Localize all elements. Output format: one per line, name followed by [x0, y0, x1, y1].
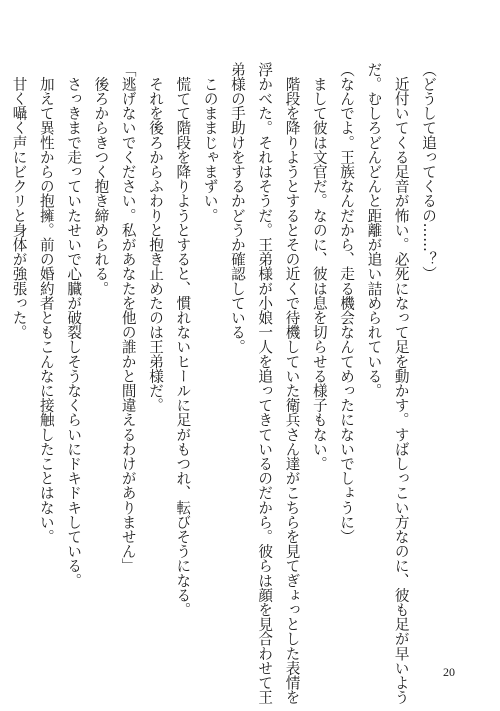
text-line: 浮かべた。それはそうだ。王弟様が小娘一人を追ってきているのだから。彼らは顔を見合わせて王	[256, 62, 274, 705]
text-line: （どうして追ってくるの……？）	[420, 62, 437, 281]
text-line	[0, 62, 5, 647]
text-line: 階段を降りようとするとその近くで待機していた衛兵さん達がこちらを見てぎょっとした表情を	[283, 62, 301, 705]
text-line: 甘く囁く声にビクリと身体が強張った。	[10, 62, 28, 340]
text-line: 後ろからきつく抱き締められる。	[92, 62, 110, 296]
page-number: 20	[443, 665, 455, 679]
text-line: 慌てて階段を降りようとすると、慣れないヒールに足がもつれ、転びそうになる。	[174, 62, 192, 617]
vertical-text-body	[0, 62, 442, 705]
text-line: だ。むしろどんどんと距離が追い詰められている。	[365, 62, 383, 398]
text-line: さっきまで走っていたせいで心臓が破裂しそうなくらいにドキドキしている。	[65, 62, 83, 588]
text-line: 近付いてくる足音が怖い。必死になって足を動かす。すばしっこい方なのに、彼も足が早いよう	[392, 62, 410, 705]
text-line: このままじゃまずい。	[201, 62, 219, 223]
text-line: 弟様の手助けをするかどうか確認している。	[228, 62, 246, 354]
text-line: それを後ろからふわりと抱き止めたのは王弟様だ。	[147, 62, 165, 413]
text-line: （なんでよ。王族なんだから、走る機会なんてめったにないでしょうに）	[338, 62, 356, 544]
text-line: まして彼は文官だ。なのに、彼は息を切らせる様子もない。	[310, 62, 328, 471]
text-line: 加えて異性からの抱擁。前の婚約者ともこんなに接触したことはない。	[37, 62, 55, 544]
text-line: 「逃げないでください。私があなたを他の誰かと間違えるわけがありません」	[119, 62, 137, 573]
